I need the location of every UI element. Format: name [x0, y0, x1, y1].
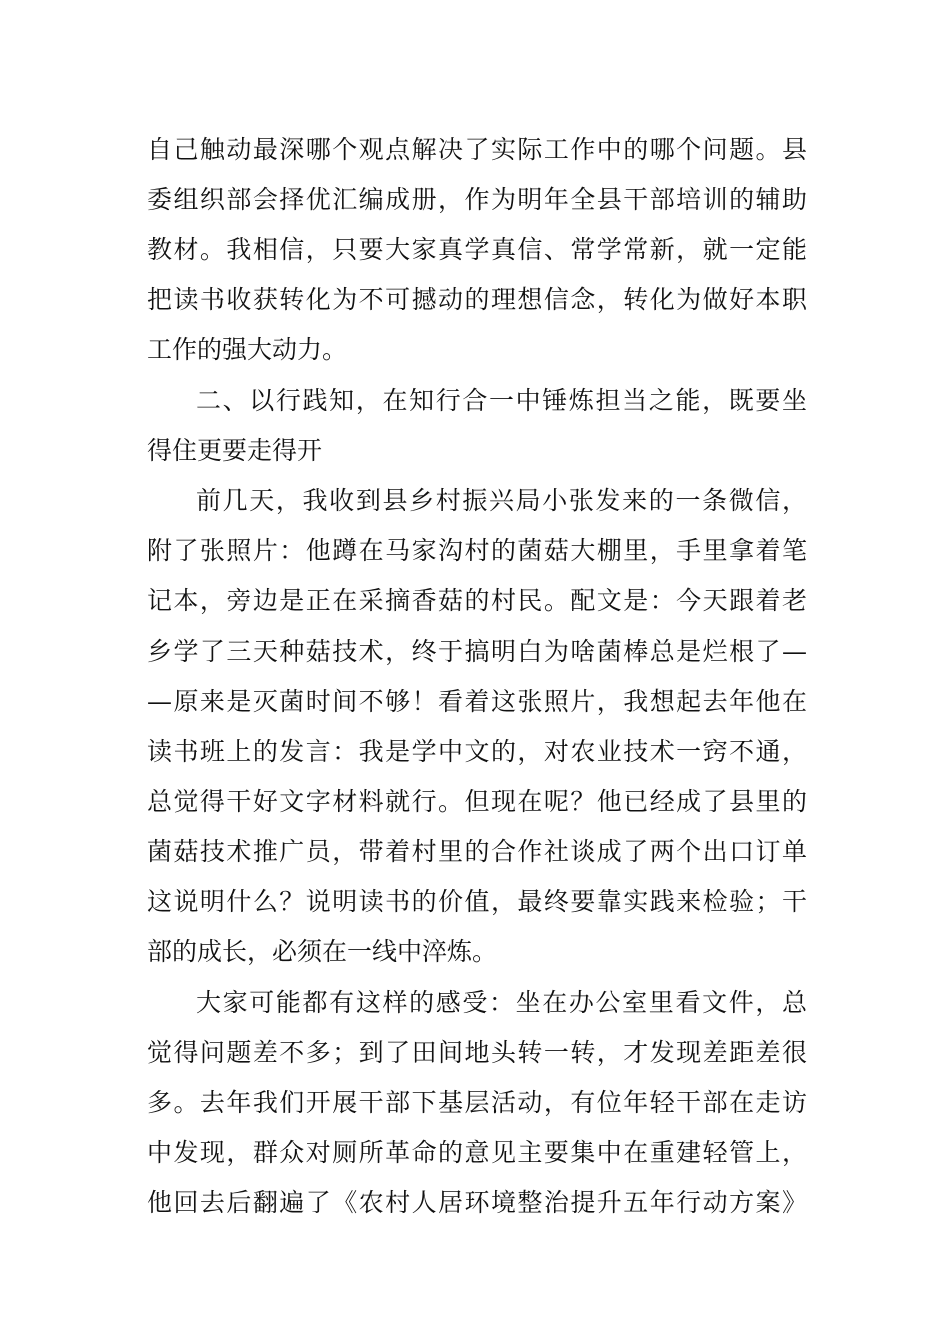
text-line: 觉得问题差不多；到了田间地头转一转，才发现差距差很: [147, 1038, 807, 1067]
text-line: 中发现，群众对厕所革命的意见主要集中在重建轻管上，: [147, 1138, 807, 1167]
text-line: 乡学了三天种菇技术，终于搞明白为啥菌棒总是烂根了—: [147, 637, 807, 666]
text-line: 委组织部会择优汇编成册，作为明年全县干部培训的辅助: [147, 185, 807, 214]
section-heading-line: 二、以行践知，在知行合一中锤炼担当之能，既要坐: [196, 386, 807, 415]
text-line: 附了张照片：他蹲在马家沟村的菌菇大棚里，手里拿着笔: [147, 536, 807, 565]
text-line: —原来是灭菌时间不够！看着这张照片，我想起去年他在: [147, 687, 807, 716]
text-line: 总觉得干好文字材料就行。但现在呢？他已经成了县里的: [147, 787, 807, 816]
text-line: 他回去后翻遍了《农村人居环境整治提升五年行动方案》: [147, 1188, 807, 1217]
text-line: 菌菇技术推广员，带着村里的合作社谈成了两个出口订单: [147, 837, 807, 866]
text-line: 自己触动最深哪个观点解决了实际工作中的哪个问题。县: [147, 135, 807, 164]
text-line: 部的成长，必须在一线中淬炼。: [147, 937, 498, 966]
text-line: 把读书收获转化为不可撼动的理想信念，转化为做好本职: [147, 285, 807, 314]
text-line: 记本，旁边是正在采摘香菇的村民。配文是：今天跟着老: [147, 586, 807, 615]
section-heading-line: 得住更要走得开: [147, 436, 323, 465]
text-line: 前几天，我收到县乡村振兴局小张发来的一条微信，: [196, 486, 807, 515]
text-line: 这说明什么？说明读书的价值，最终要靠实践来检验；干: [147, 887, 807, 916]
text-line: 大家可能都有这样的感受：坐在办公室里看文件，总: [196, 988, 807, 1017]
text-line: 教材。我相信，只要大家真学真信、常学常新，就一定能: [147, 235, 807, 264]
text-line: 多。去年我们开展干部下基层活动，有位年轻干部在走访: [147, 1088, 807, 1117]
text-line: 读书班上的发言：我是学中文的，对农业技术一窍不通，: [147, 737, 807, 766]
text-line: 工作的强大动力。: [147, 335, 348, 364]
